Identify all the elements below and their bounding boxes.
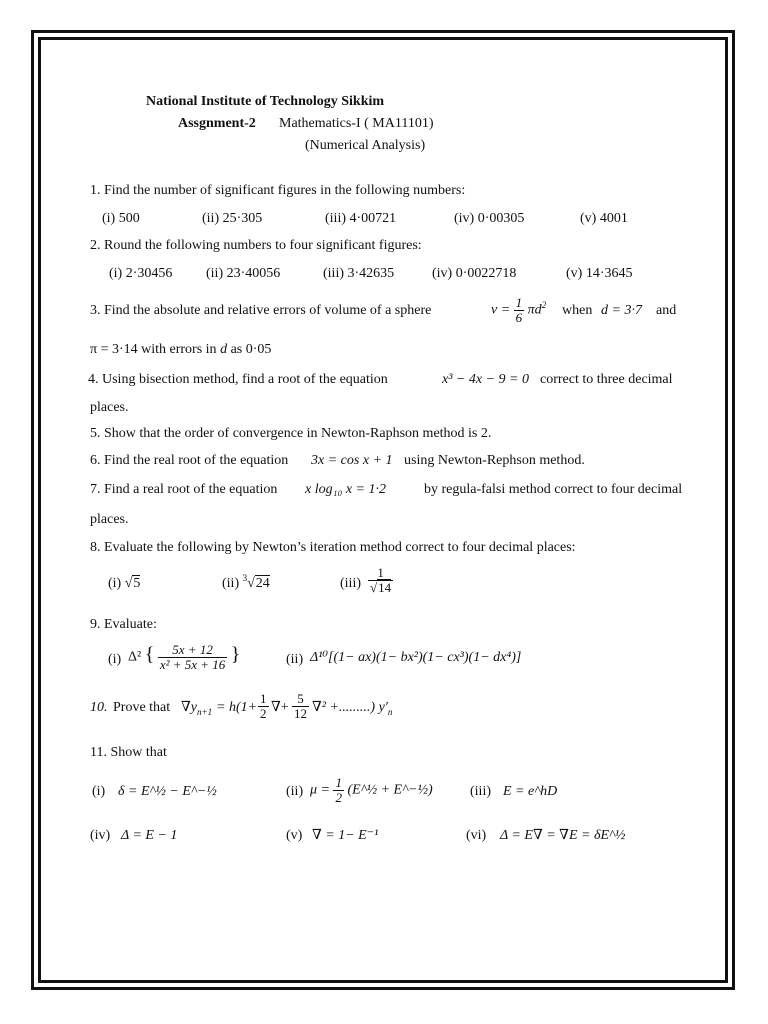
q11-part-ii-label: (ii) (286, 784, 304, 799)
question-9: 9. Evaluate: (90, 617, 157, 632)
q10-lhs: $\nabla y_{n+1}$ (181, 700, 213, 717)
q10-number: 10. (90, 700, 108, 715)
question-10: Prove that (113, 700, 171, 715)
q11-part-v-expr: ∇ = 1− E⁻¹ (312, 828, 379, 843)
q1-part-i: (i) 500 (102, 211, 140, 226)
q9-part-i-label: (i) (108, 652, 122, 667)
q11-part-iv-label: (iv) (90, 828, 111, 843)
q4-tail: correct to three decimal (540, 372, 673, 387)
q1-part-ii: (ii) 25·305 (202, 211, 263, 226)
q11-part-vi-label: (vi) (466, 828, 487, 843)
q2-part-iv: (iv) 0·0022718 (432, 266, 517, 281)
q10-frac-2: $\frac{5}{12}$ (294, 691, 307, 721)
q11-part-iv-expr: Δ = E − 1 (121, 828, 178, 843)
q1-part-iii: (iii) 4·00721 (325, 211, 397, 226)
q9-part-ii-label: (ii) (286, 652, 304, 667)
question-11: 11. Show that (90, 745, 167, 760)
q1-part-iv: (iv) 0·00305 (454, 211, 525, 226)
q8-part-i: (i) √5 (108, 576, 141, 591)
q2-part-i: (i) 2·30456 (109, 266, 173, 281)
topic-subtitle: (Numerical Analysis) (305, 138, 426, 153)
sphere-volume-formula: v = $\frac{1}{6}$ $\pi d^2$ (491, 295, 547, 325)
q2-part-iii: (iii) 3·42635 (323, 266, 395, 281)
q10-rest: ∇² +.........) $y'_n$ (312, 700, 393, 717)
q10-nabla: ∇+ (271, 700, 289, 715)
q6-equation: 3x = cos x + 1 (311, 453, 393, 468)
q4-equation: x³ − 4x − 9 = 0 (442, 372, 529, 387)
question-4: 4. Using bisection method, find a root of the equation (88, 372, 388, 387)
q7-tail: by regula-falsi method correct to four decimal (424, 482, 683, 497)
course-title: Mathematics-I ( MA11101) (279, 116, 434, 131)
q11-part-i-label: (i) (92, 784, 106, 799)
q3-line-2: π = 3·14 with errors in d as 0·05 (90, 342, 272, 357)
q2-part-ii: (ii) 23·40056 (206, 266, 281, 281)
question-6: 6. Find the real root of the equation (90, 453, 289, 468)
q9-part-i-expr: Δ² { $\frac{5x + 12}{\text{x² + 5x + 16}}$ } (128, 642, 241, 672)
q11-part-ii-expr: μ = $\frac{1}{2}$ (E^½ + E^−½) (310, 775, 433, 805)
q10-frac-1: $\frac{1}{2}$ (260, 691, 267, 721)
q8-part-iii-fraction: $\frac{1}{√14}$ (370, 565, 392, 595)
q9-part-ii-expr: Δ¹⁰[(1− ax)(1− bx²)(1− cx³)(1− dx⁴)] (310, 650, 522, 665)
question-8: 8. Evaluate the following by Newton’s iteration method correct to four decimal places: (90, 540, 576, 555)
q4-line-2: places. (90, 400, 129, 415)
q11-part-i-expr: δ = E^½ − E^−½ (118, 784, 217, 799)
q7-equation: x log₁₀ x = 1·2 (305, 482, 386, 497)
question-5: 5. Show that the order of convergence in Newton-Raphson method is 2. (90, 426, 492, 441)
q7-line-2: places. (90, 512, 129, 527)
q11-part-vi-expr: Δ = E∇ = ∇E = δE^½ (500, 828, 626, 843)
q3-condition: d = 3·7 (601, 303, 642, 318)
q3-when: when (562, 303, 593, 318)
institute-title: National Institute of Technology Sikkim (146, 94, 385, 109)
q10-eq: = h(1+ (216, 700, 258, 715)
q2-part-v: (v) 14·3645 (566, 266, 633, 281)
q3-and: and (656, 303, 677, 318)
q11-part-v-label: (v) (286, 828, 303, 843)
assignment-label: Assgnment-2 (178, 116, 256, 131)
q11-part-iii-label: (iii) (470, 784, 491, 799)
question-3: 3. Find the absolute and relative errors of volume of a sphere (90, 303, 432, 318)
question-2: 2. Round the following numbers to four significant figures: (90, 238, 422, 253)
q1-part-v: (v) 4001 (580, 211, 628, 226)
q11-part-iii-expr: E = e^hD (503, 784, 558, 799)
q8-part-ii: (ii) $^3$√24 (222, 573, 270, 591)
question-1: 1. Find the number of significant figures in the following numbers: (90, 183, 466, 198)
q6-tail: using Newton-Rephson method. (404, 453, 585, 468)
question-7: 7. Find a real root of the equation (90, 482, 278, 497)
q8-part-iii-label: (iii) (340, 576, 361, 591)
